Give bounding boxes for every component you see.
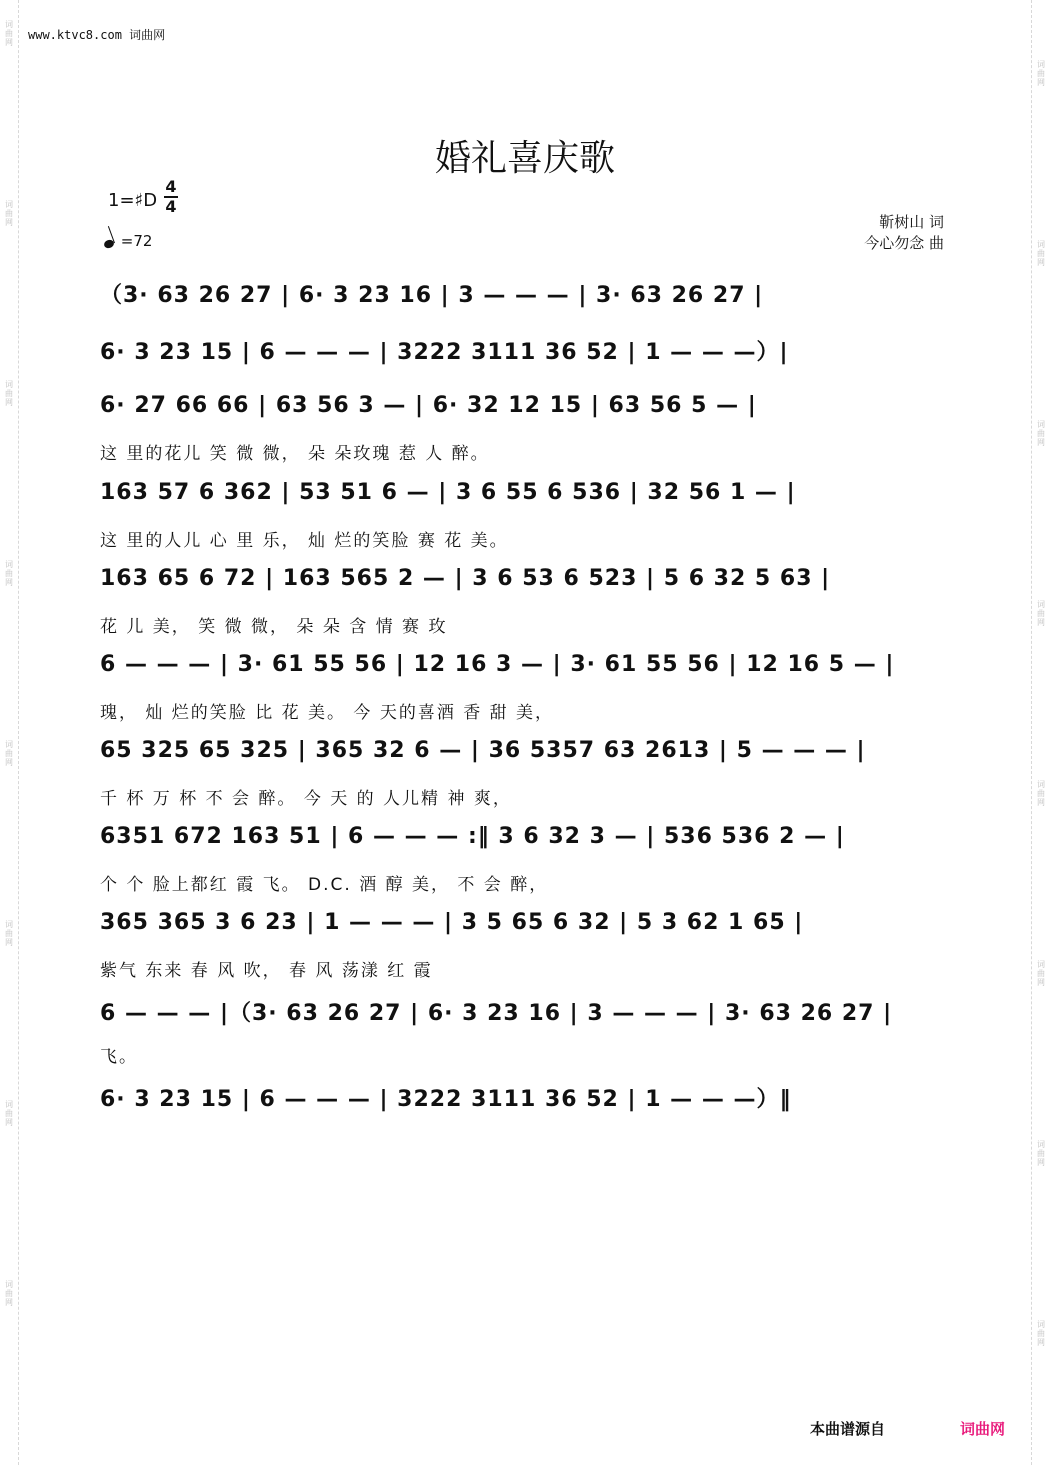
lyric-line: 千 杯 万 杯 不 会 醉。 今 天 的 人儿精 神 爽， [100, 789, 512, 809]
notation-line: 6· 3 23 15 | 6 — — — | 3222 3111 36 52 | 1 — — —）‖ [100, 1087, 792, 1112]
watermark-text: 词曲网 [5, 200, 13, 227]
watermark-text: 词曲网 [5, 1280, 13, 1307]
time-signature [164, 178, 178, 216]
lyric-line: 飞。 [100, 1047, 138, 1067]
watermark-text: 词曲网 [5, 380, 13, 407]
notation-line: 365 365 3 6 23 | 1 — — — | 3 5 65 6 32 | 5 3 62 1 65 | [100, 910, 804, 935]
watermark-text: 词曲网 [1037, 240, 1045, 267]
song-title: 婚礼喜庆歌 [434, 138, 615, 179]
watermark-text: 词曲网 [1037, 780, 1045, 807]
key-label: 1=♯D [108, 190, 158, 211]
site-url[interactable]: www.ktvc8.com 词曲网 [28, 28, 166, 42]
lyric-line: 这 里的花儿 笑 微 微， 朵 朵玫瑰 惹 人 醉。 [100, 444, 490, 464]
key-signature [108, 177, 177, 216]
notation-line: （3· 63 26 27 | 6· 3 23 16 | 3 — — — | 3· 63 26 27 | [100, 283, 764, 308]
quarter-note-icon [103, 239, 115, 250]
time-top: 4 [165, 177, 177, 196]
lyric-line: 花 儿 美， 笑 微 微， 朵 朵 含 情 赛 玫 [100, 617, 448, 637]
notation-line: 6· 3 23 15 | 6 — — — | 3222 3111 36 52 | 1 — — —）| [100, 340, 789, 365]
watermark-text: 词曲网 [1037, 600, 1045, 627]
watermark-text: 词曲网 [1037, 60, 1045, 87]
notation-line: 163 57 6 362 | 53 51 6 — | 3 6 55 6 536 | 32 56 1 — | [100, 480, 796, 505]
notation-line: 6 — — — | 3· 61 55 56 | 12 16 3 — | 3· 61 55 56 | 12 16 5 — | [100, 652, 895, 677]
watermark-text: 词曲网 [5, 560, 13, 587]
credits [864, 212, 944, 254]
notation-line: 163 65 6 72 | 163 565 2 — | 3 6 53 6 523 | 5 6 32 5 63 | [100, 566, 831, 591]
watermark-text: 词曲网 [5, 920, 13, 947]
right-watermark-strip [1031, 0, 1050, 1465]
watermark-text: 词曲网 [5, 740, 13, 767]
watermark-text: 词曲网 [1037, 1320, 1045, 1347]
composer: 今心勿念 曲 [864, 234, 944, 252]
lyric-line: 紫气 东来 春 风 吹， 春 风 荡漾 红 霞 [100, 961, 433, 981]
notation-line: 6· 27 66 66 | 63 56 3 — | 6· 32 12 15 | 63 56 5 — | [100, 393, 757, 418]
tempo-value: =72 [120, 232, 153, 250]
lyricist: 靳树山 词 [879, 213, 944, 231]
watermark-text: 词曲网 [1037, 960, 1045, 987]
left-watermark-strip [0, 0, 19, 1465]
lyric-line: 瑰， 灿 烂的笑脸 比 花 美。 今 天的喜酒 香 甜 美， [100, 703, 555, 723]
watermark-text: 词曲网 [1037, 1140, 1045, 1167]
watermark-text: 词曲网 [5, 1100, 13, 1127]
watermark-text: 词曲网 [1037, 420, 1045, 447]
footer-brand-link[interactable]: 词曲网 [960, 1420, 1006, 1438]
notation-line: 6351 672 163 51 | 6 — — — :‖ 3 6 32 3 — | 536 536 2 — | [100, 824, 845, 849]
notation-line: 65 325 65 325 | 365 32 6 — | 36 5357 63 2613 | 5 — — — | [100, 738, 866, 763]
lyric-line: 这 里的人儿 心 里 乐， 灿 烂的笑脸 赛 花 美。 [100, 531, 509, 551]
footer-source-label: 本曲谱源自 [810, 1420, 886, 1438]
notation-line: 6 — — — |（3· 63 26 27 | 6· 3 23 16 | 3 — — — | 3· 63 26 27 | [100, 1001, 893, 1026]
time-bottom: 4 [165, 197, 177, 216]
lyric-line: 个 个 脸上都红 霞 飞。 D.C. 酒 醇 美， 不 会 醉， [100, 875, 549, 895]
tempo-mark [104, 232, 152, 250]
watermark-text: 词曲网 [5, 20, 13, 47]
